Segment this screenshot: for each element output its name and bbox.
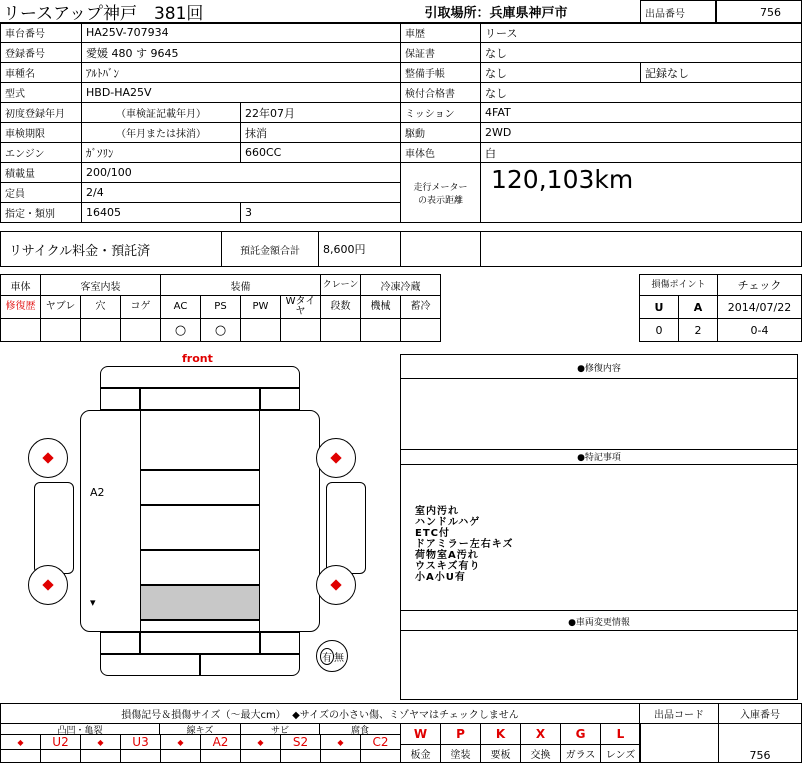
trunk bbox=[140, 632, 260, 654]
change-section bbox=[401, 611, 797, 631]
legend-letter: P bbox=[440, 723, 481, 745]
equip-col-value bbox=[360, 318, 401, 342]
history-value: リース bbox=[480, 22, 802, 43]
change-title: ●車両変更情報 bbox=[568, 618, 630, 628]
equip-col-value bbox=[80, 318, 121, 342]
auction-title: リースアップ神戸 381回 bbox=[0, 0, 352, 24]
repair-section bbox=[401, 355, 797, 379]
legend-diamond-icon: ◆ bbox=[320, 734, 361, 750]
equip-col-value bbox=[0, 318, 41, 342]
equip-col-value bbox=[240, 318, 281, 342]
history-label: 車歴 bbox=[400, 22, 481, 43]
first-reg-note: （車検証記載年月） bbox=[81, 102, 241, 123]
legend-title bbox=[0, 703, 640, 724]
exhibit-code-label: 出品コード bbox=[639, 703, 719, 724]
legend-diamond-icon: ◆ bbox=[80, 734, 121, 750]
group-equip: 装備 bbox=[160, 274, 321, 296]
reg-value: 愛媛 480 す 9645 bbox=[81, 42, 401, 63]
legend-diamond-icon: ◆ bbox=[0, 734, 41, 750]
special-note-line: ドアミラー左右キズ bbox=[415, 539, 514, 550]
inspection-value: 抹消 bbox=[240, 122, 401, 143]
load-label: 積載量 bbox=[0, 162, 82, 183]
legend-letter-meaning: 塗装 bbox=[440, 744, 481, 763]
rear-bumper-left bbox=[100, 654, 200, 676]
equip-col-header: 蓄冷 bbox=[400, 295, 441, 319]
mission-label: ミッション bbox=[400, 102, 481, 123]
legend-title-prefix: 損傷記号＆損傷サイズ（〜最大cm） bbox=[121, 710, 286, 721]
equip-col-header: Wタイヤ bbox=[280, 295, 321, 319]
chassis-label: 車台番号 bbox=[0, 22, 82, 43]
plate-value: なし bbox=[480, 82, 802, 103]
equip-col-value: ○ bbox=[160, 318, 201, 342]
equip-col-value: ○ bbox=[200, 318, 241, 342]
legend-blank-cell bbox=[240, 749, 281, 763]
legend-group-scratch: 線キズ bbox=[159, 723, 241, 735]
spare-tire bbox=[316, 640, 348, 672]
legend-code: A2 bbox=[200, 734, 241, 750]
classification-value: 3 bbox=[240, 202, 401, 223]
legend-blank-cell bbox=[360, 749, 401, 763]
presence-label: 有 bbox=[320, 648, 334, 665]
recycle-total-label: 預託金額合計 bbox=[221, 231, 319, 267]
group-interior: 客室内装 bbox=[40, 274, 161, 296]
legend-diamond-icon: ◆ bbox=[240, 734, 281, 750]
recycle-blank-1 bbox=[400, 231, 481, 267]
right-body bbox=[259, 410, 320, 632]
damage-point-label: 損傷ポイント bbox=[639, 274, 718, 296]
legend-group-rust: サビ bbox=[240, 723, 320, 735]
reg-label: 登録番号 bbox=[0, 42, 82, 63]
legend-letter: W bbox=[400, 723, 441, 745]
exhibit-no: 756 bbox=[716, 0, 802, 24]
a-label: A bbox=[678, 295, 718, 319]
check-label: チェック bbox=[717, 274, 802, 296]
check-value: 0-4 bbox=[717, 318, 802, 342]
equip-col-value bbox=[40, 318, 81, 342]
legend-blank-cell bbox=[120, 749, 161, 763]
mission-value: 4FAT bbox=[480, 102, 802, 123]
warranty-label: 保証書 bbox=[400, 42, 481, 63]
legend-letter: K bbox=[480, 723, 521, 745]
equip-col-header: AC bbox=[160, 295, 201, 319]
legend-code: S2 bbox=[280, 734, 321, 750]
a2-label: A2 bbox=[90, 486, 105, 499]
absence-label: 無 bbox=[334, 652, 344, 664]
manual-label: 整備手帳 bbox=[400, 62, 481, 83]
equip-col-header: PS bbox=[200, 295, 241, 319]
chassis-value: HA25V-707934 bbox=[81, 22, 401, 43]
right-door bbox=[326, 482, 366, 574]
equip-col-value bbox=[120, 318, 161, 342]
legend-letter-meaning: 交換 bbox=[520, 744, 561, 763]
rear-light-right bbox=[260, 632, 300, 654]
mileage-value: 120,103km bbox=[480, 162, 802, 223]
equip-col-value bbox=[280, 318, 321, 342]
entry-no-value: 756 bbox=[718, 723, 802, 763]
meter-label bbox=[400, 162, 481, 223]
legend-code: U3 bbox=[120, 734, 161, 750]
meter-label-line1: 走行メーター bbox=[413, 182, 468, 193]
designation-label: 指定・類別 bbox=[0, 202, 82, 223]
repair-title: ●修復内容 bbox=[577, 364, 621, 374]
special-title: ●特記事項 bbox=[577, 453, 621, 463]
legend-blank-cell bbox=[80, 749, 121, 763]
color-label: 車体色 bbox=[400, 142, 481, 163]
special-note-line: ウスキズ有り bbox=[415, 561, 481, 572]
group-freezer: 冷凍冷蔵 bbox=[360, 274, 441, 296]
manual-value: なし bbox=[480, 62, 641, 83]
legend-blank-cell bbox=[160, 749, 201, 763]
designation-value: 16405 bbox=[81, 202, 241, 223]
car-name-label: 車種名 bbox=[0, 62, 82, 83]
drive-value: 2WD bbox=[480, 122, 802, 143]
legend-blank-cell bbox=[200, 749, 241, 763]
equip-col-header: 穴 bbox=[80, 295, 121, 319]
special-note-line: ETC付 bbox=[415, 528, 450, 539]
legend-letter-meaning: 要板 bbox=[480, 744, 521, 763]
roof-rear bbox=[140, 550, 260, 585]
check-date: 2014/07/22 bbox=[717, 295, 802, 319]
first-reg-value: 22年07月 bbox=[240, 102, 401, 123]
engine-label: エンジン bbox=[0, 142, 82, 163]
model-label: 型式 bbox=[0, 82, 82, 103]
left-door bbox=[34, 482, 74, 574]
equip-col-header: ヤブレ bbox=[40, 295, 81, 319]
legend-code: C2 bbox=[360, 734, 401, 750]
equip-col-value bbox=[400, 318, 441, 342]
pickup-label: 引取場所： bbox=[424, 6, 490, 21]
special-note-line: ハンドルハゲ bbox=[415, 517, 481, 528]
front-bumper bbox=[100, 366, 300, 388]
notes-panel bbox=[400, 354, 798, 700]
legend-letter: G bbox=[560, 723, 601, 745]
legend-blank-cell bbox=[320, 749, 361, 763]
first-reg-label: 初度登録年月 bbox=[0, 102, 82, 123]
hood bbox=[140, 388, 260, 410]
car-name-value: ｱﾙﾄﾊﾞﾝ bbox=[81, 62, 401, 83]
u-value: 0 bbox=[639, 318, 679, 342]
capacity-label: 定員 bbox=[0, 182, 82, 203]
drive-label: 駆動 bbox=[400, 122, 481, 143]
inspection-label: 車検期限 bbox=[0, 122, 82, 143]
legend-group-dent: 凸凹・亀裂 bbox=[0, 723, 160, 735]
warranty-value: なし bbox=[480, 42, 802, 63]
record-value: 記録なし bbox=[640, 62, 802, 83]
meter-label-line2: の表示距離 bbox=[417, 195, 463, 206]
front-label: front bbox=[182, 352, 213, 365]
roof-front bbox=[140, 470, 260, 505]
rear-light-left bbox=[100, 632, 140, 654]
legend-letter-meaning: ガラス bbox=[560, 744, 601, 763]
legend-group-corrosion: 腐食 bbox=[319, 723, 401, 735]
load-value: 200/100 bbox=[81, 162, 401, 183]
windshield bbox=[140, 410, 260, 470]
rear-body bbox=[140, 620, 260, 632]
equip-col-header: PW bbox=[240, 295, 281, 319]
legend-blank-cell bbox=[280, 749, 321, 763]
special-divider bbox=[401, 464, 797, 465]
recycle-blank-2 bbox=[480, 231, 802, 267]
key-icon: ▾ bbox=[90, 596, 96, 609]
special-note-line: 小A小U有 bbox=[415, 572, 466, 583]
equip-col-header: 機械 bbox=[360, 295, 401, 319]
model-value: HBD-HA25V bbox=[81, 82, 401, 103]
rear-window bbox=[140, 585, 260, 620]
legend-blank-cell bbox=[0, 749, 41, 763]
entry-no-label: 入庫番号 bbox=[718, 703, 802, 724]
equip-col-header: 修復歴 bbox=[0, 295, 41, 319]
equip-col-header: 段数 bbox=[320, 295, 361, 319]
special-note-line: 室内汚れ bbox=[415, 506, 459, 517]
color-value: 白 bbox=[480, 142, 802, 163]
equip-col-header: コゲ bbox=[120, 295, 161, 319]
pickup-value: 兵庫県神戸市 bbox=[489, 6, 568, 21]
legend-diamond-icon: ◆ bbox=[160, 734, 201, 750]
capacity-value: 2/4 bbox=[81, 182, 401, 203]
front-light-left bbox=[100, 388, 140, 410]
rear-bumper-right bbox=[200, 654, 300, 676]
special-section bbox=[401, 449, 797, 611]
recycle-label: リサイクル料金・預託済 bbox=[0, 231, 222, 267]
legend-blank-cell bbox=[40, 749, 81, 763]
legend-letter: X bbox=[520, 723, 561, 745]
equip-col-value bbox=[320, 318, 361, 342]
special-list bbox=[415, 506, 514, 583]
legend-title-note: ◆サイズの小さい傷、ミゾヤマはチェックしません bbox=[292, 710, 519, 721]
roof-mid bbox=[140, 505, 260, 550]
group-body: 車体 bbox=[0, 274, 41, 296]
a-value: 2 bbox=[678, 318, 718, 342]
exhibit-no-label: 出品番号 bbox=[640, 0, 716, 24]
legend-code: U2 bbox=[40, 734, 81, 750]
legend-letter-meaning: 板金 bbox=[400, 744, 441, 763]
u-label: U bbox=[639, 295, 679, 319]
legend-letter-meaning: レンズ bbox=[600, 744, 641, 763]
car-diagram bbox=[0, 350, 400, 700]
plate-label: 検付合格書 bbox=[400, 82, 481, 103]
recycle-total-value: 8,600円 bbox=[318, 231, 401, 267]
special-note-line: 荷物室A汚れ bbox=[415, 550, 479, 561]
front-light-right bbox=[260, 388, 300, 410]
legend-letter: L bbox=[600, 723, 641, 745]
group-crane: クレーン bbox=[320, 274, 361, 296]
inspection-note: （年月または抹消） bbox=[81, 122, 241, 143]
displacement-value: 660CC bbox=[240, 142, 401, 163]
engine-value: ｶﾞｿﾘﾝ bbox=[81, 142, 241, 163]
pickup-location bbox=[352, 0, 640, 24]
exhibit-code-value bbox=[639, 723, 719, 763]
